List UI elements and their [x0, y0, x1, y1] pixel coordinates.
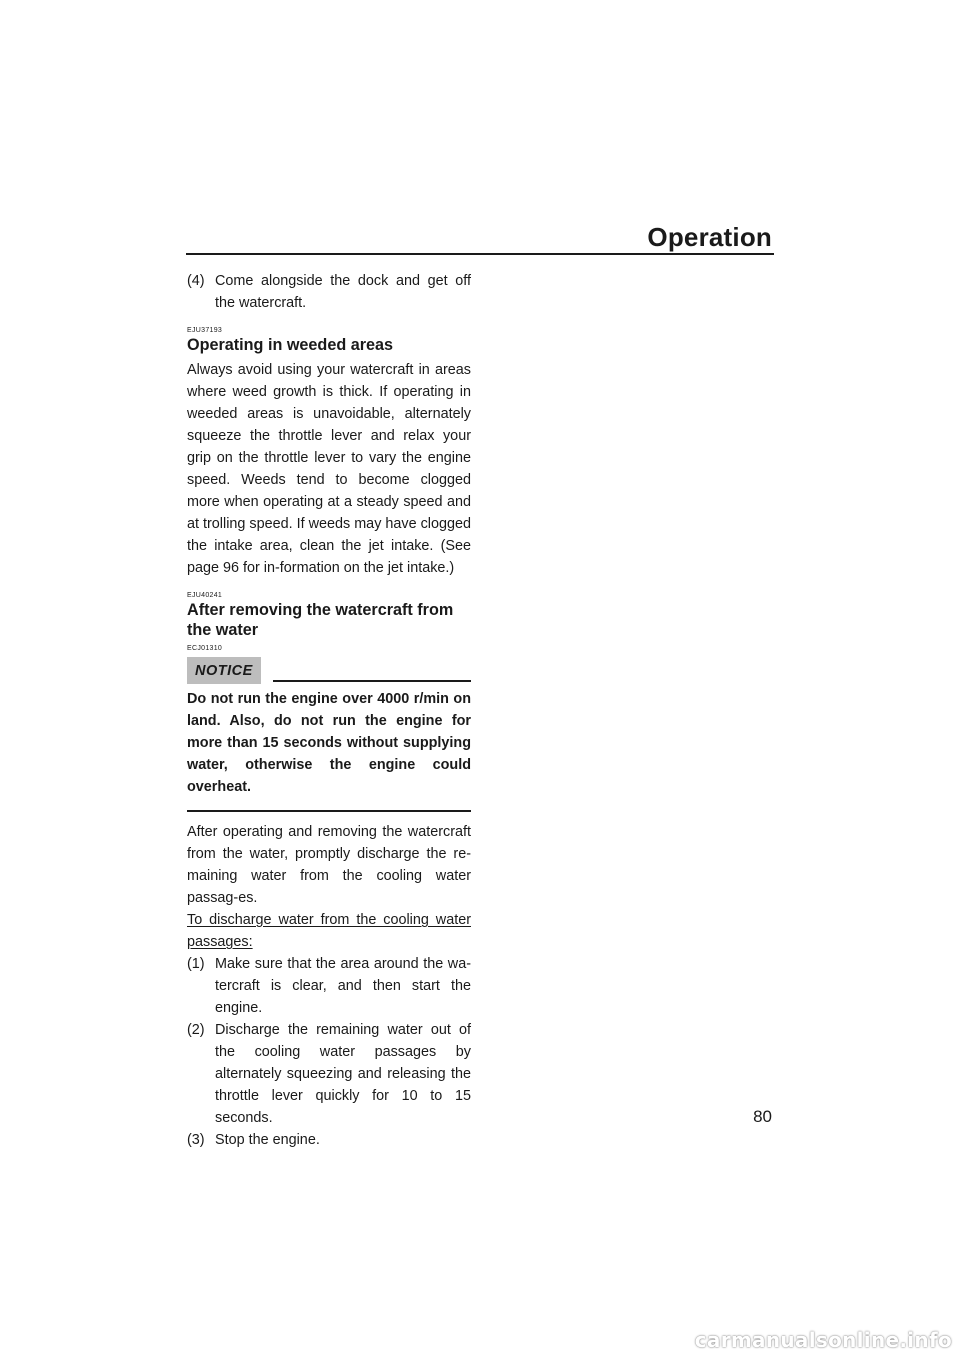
section-code: EJU40241: [187, 592, 223, 599]
section-heading-removing: After removing the watercraft from the water: [187, 601, 454, 639]
header-divider: [186, 253, 774, 255]
notice-badge: NOTICE: [187, 657, 261, 684]
list-item: [187, 953, 471, 1019]
notice-divider: [273, 680, 471, 682]
notice-code: ECJ01310: [187, 645, 223, 652]
procedure-subheading: To discharge water from the cooling water passages:: [187, 912, 471, 950]
list-item: [187, 1129, 471, 1151]
section-heading-weeded: Operating in weeded areas: [187, 336, 394, 354]
main-column: [187, 270, 471, 1151]
notice-header: [187, 657, 471, 684]
list-item: [187, 270, 471, 314]
page-number: 80: [753, 1107, 772, 1126]
list-item-number: (1): [187, 956, 205, 972]
page-title: Operation: [647, 222, 772, 252]
list-item-text: Stop the engine.: [215, 1132, 320, 1148]
section-code: EJU37193: [187, 327, 223, 334]
removing-body: After operating and removing the watercraft from the water, promptly discharge the re-maining water from the cooling water passag-es.: [187, 824, 471, 906]
list-item-number: (2): [187, 1022, 205, 1038]
list-item-number: (4): [187, 273, 205, 289]
list-item-text: Discharge the remaining water out of the cooling water passages by alternately squeezing and releasing the throttle lever quickly for 10 to 15 seconds.: [215, 1022, 471, 1126]
notice-text: Do not run the engine over 4000 r/min on land. Also, do not run the engine for more than 15 seconds without supplying water, otherwise the engine could overheat.: [187, 691, 471, 795]
watermark: carmanualsonline.info: [694, 1328, 952, 1352]
weeded-body: Always avoid using your watercraft in areas where weed growth is thick. If operating in weeded areas is unavoidable, alternately squeeze the throttle lever and relax your grip on the throttle lever to vary the engine speed. Weeds tend to become clogged more when operating at a steady speed and at trolling speed. If weeds may have clogged the intake area, clean the jet intake. (See page 96 for in-formation on the jet intake.): [187, 362, 471, 576]
notice-end-divider: [187, 810, 471, 812]
list-item: [187, 1019, 471, 1129]
list-item-number: (3): [187, 1132, 205, 1148]
list-item-text: Come alongside the dock and get off the watercraft.: [215, 273, 471, 311]
list-item-text: Make sure that the area around the wa-tercraft is clear, and then start the engine.: [215, 956, 471, 1016]
